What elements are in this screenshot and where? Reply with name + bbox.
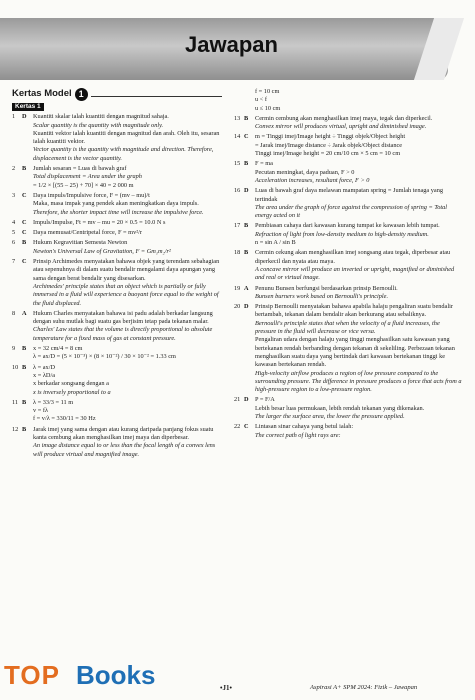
- answer-letter: B: [22, 363, 27, 371]
- question-number: 2: [12, 165, 16, 173]
- explanation-line: Lebih besar luas permukaan, lebih rendah tekanan yang dikenakan.: [255, 404, 425, 412]
- answer-letter: C: [22, 258, 27, 266]
- explanation-line: Kuantiti skalar ialah kuantiti dengan magnitud sahaja.: [33, 113, 169, 121]
- answer-letter: D: [244, 187, 249, 195]
- answer-item: [234, 303, 462, 394]
- question-number: 15: [234, 160, 241, 168]
- answer-explanation: [33, 229, 222, 237]
- english-explanation-line: Convex mirror will produces virtual, upright and diminished image.: [255, 123, 427, 131]
- answer-explanation: [255, 222, 462, 247]
- answer-item: [234, 160, 462, 185]
- explanation-line: Daya memusat/Centripetal force, F = mv²/r: [33, 229, 142, 237]
- question-number: 13: [234, 114, 241, 122]
- continued-working: [234, 88, 462, 113]
- answer-list-left: [12, 113, 222, 459]
- explanation-line: Pengaliran udara dengan halaju yang tinggi menghasilkan satu kawasan yang bertekanan rendah berbanding dengan tekanan di sekeliling. Perbezaan tekanan menghasilkan suatu daya yang bertindak dari kawasan bertekanan tinggi ke kawasan bertekanan rendah.: [255, 336, 455, 369]
- answer-explanation: [255, 187, 462, 220]
- logo-top-text: TOP: [4, 660, 60, 690]
- question-number: 9: [12, 345, 16, 353]
- answer-list-right: [234, 115, 462, 440]
- answer-explanation: [255, 423, 462, 440]
- explanation-line: P = F/A: [255, 396, 275, 404]
- english-explanation-line: Bunsen burners work based on Bernoulli's principle.: [255, 292, 389, 300]
- explanation-line: F = ma: [255, 160, 273, 168]
- answer-explanation: [255, 115, 462, 132]
- english-explanation-line: Acceleration increases, resultant force, F > 0: [255, 176, 370, 184]
- answer-explanation: [33, 345, 222, 362]
- explanation-line: Hukum Kegravitian Semesta Newton: [33, 239, 128, 247]
- explanation-line: λ = ax/D = (5 × 10⁻³) × (8 × 10⁻²) / 30 × 10⁻² = 1.33 cm: [33, 353, 176, 361]
- explanation-line: λ = ax/D: [33, 363, 55, 371]
- answer-explanation: [33, 192, 222, 217]
- english-explanation-line: Scalar quantity is the quantity with magnitude only.: [33, 121, 164, 129]
- explanation-line: Maka, masa impak yang pendek akan meningkatkan daya impuls.: [33, 200, 199, 208]
- answer-explanation: [255, 396, 462, 421]
- explanation-line: Tinggi imej/Image height = 20 cm/10 cm × 5 cm = 10 cm: [255, 150, 401, 158]
- answer-explanation: [33, 113, 222, 163]
- section-title: Kertas Model: [12, 88, 72, 100]
- answer-item: [12, 426, 222, 459]
- logo-books-text: Books: [76, 660, 156, 690]
- answer-letter: B: [22, 425, 27, 433]
- question-number: 22: [234, 423, 241, 431]
- paper-badge: Kertas 1: [12, 103, 44, 111]
- english-explanation-line: Refraction of light from low-density medium to high-density medium.: [255, 230, 429, 238]
- answer-item: [234, 249, 462, 282]
- answer-explanation: [33, 165, 222, 190]
- answer-letter: C: [244, 423, 249, 431]
- answer-explanation: [255, 133, 462, 158]
- answer-explanation: [255, 285, 462, 302]
- answer-item: [12, 113, 222, 163]
- working-line: u ≤ 10 cm: [255, 104, 281, 112]
- question-number: 18: [234, 249, 241, 257]
- question-number: 7: [12, 258, 16, 266]
- explanation-line: Hukum Charles menyatakan bahawa isi padu adalah berkadar langsung dengan suhu mutlak bagi suatu gas berjisim tetap pada tekanan malar.: [33, 309, 213, 326]
- question-number: 16: [234, 187, 241, 195]
- topbooks-logo: [4, 652, 180, 698]
- page-title: Jawapan: [185, 32, 278, 57]
- explanation-line: Cermin cembung akan menghasilkan imej maya, tegak dan diperkecil.: [255, 114, 433, 122]
- question-number: 21: [234, 396, 241, 404]
- answer-item: [12, 239, 222, 256]
- english-explanation-line: Therefore, the shorter impact time will increase the impulsive force.: [33, 208, 204, 216]
- answer-letter: C: [22, 229, 27, 237]
- answer-explanation: [33, 310, 222, 343]
- explanation-line: m = Tinggi imej/Image height ÷ Tinggi objek/Object height: [255, 133, 406, 141]
- section-heading: [12, 88, 222, 101]
- explanation-line: x = λD/a: [33, 371, 55, 379]
- answer-item: [234, 396, 462, 421]
- answer-letter: C: [22, 218, 27, 226]
- explanation-line: Pembiasan cahaya dari kawasan kurang tumpat ke kawasan lebih tumpat.: [255, 222, 440, 230]
- answer-letter: D: [22, 113, 27, 121]
- answer-letter: A: [244, 284, 249, 292]
- answer-item: [12, 345, 222, 362]
- question-number: 20: [234, 303, 241, 311]
- answer-explanation: [33, 258, 222, 308]
- explanation-line: v = fλ: [33, 407, 48, 415]
- answer-letter: B: [244, 114, 249, 122]
- explanation-line: f = v/λ = 330/11 = 30 Hz: [33, 415, 96, 423]
- answer-item: [12, 310, 222, 343]
- explanation-line: Prinsip Bernoulli menyatakan bahawa apabila halaju pengaliran suatu bendalir bertambah, tekanan dalam bendalir akan berkurang atau sebaliknya.: [255, 303, 453, 319]
- answer-explanation: [255, 249, 462, 282]
- english-explanation-line: A concave mirror will produce an inverted or upright, magnified or diminished and real or virtual image.: [255, 265, 455, 282]
- explanation-line: Lintasan sinar cahaya yang betul ialah:: [255, 423, 354, 431]
- banner-accent: [414, 18, 464, 80]
- answer-item: [234, 115, 462, 132]
- answer-item: [234, 222, 462, 247]
- english-explanation-line: Total displacement = Area under the graph: [33, 173, 142, 181]
- question-number: 11: [12, 398, 19, 406]
- answer-letter: B: [22, 345, 27, 353]
- working-line: u < f: [255, 96, 267, 104]
- answer-explanation: [33, 399, 222, 424]
- explanation-line: x berkadar songsang dengan a: [33, 380, 109, 388]
- question-number: 8: [12, 309, 16, 317]
- answer-item: [12, 219, 222, 227]
- answer-explanation: [33, 426, 222, 459]
- english-explanation-line: High-velocity airflow produces a region of low pressure compared to the surrounding pressure. The difference in pressure produces a force that acts from a high-pressure region to a low-pressure region.: [255, 369, 462, 394]
- english-explanation-line: The correct path of light rays are:: [255, 431, 341, 439]
- english-explanation-line: x is inversely proportional to a: [33, 388, 111, 396]
- answer-item: [12, 364, 222, 397]
- explanation-line: Jarak imej yang sama dengan atau kurang daripada panjang fokus suatu kanta cembung akan menghasilkan imej maya dan diperbesar.: [33, 425, 214, 441]
- answer-item: [12, 165, 222, 190]
- question-number: 12: [12, 425, 19, 433]
- answer-item: [12, 229, 222, 237]
- right-column: [234, 88, 462, 442]
- question-number: 3: [12, 191, 16, 199]
- explanation-line: Luas di bawah graf daya melawan mampatan spring = Jumlah tenaga yang tertindak: [255, 187, 444, 203]
- question-number: 4: [12, 218, 16, 226]
- answer-letter: B: [22, 398, 27, 406]
- answer-letter: D: [244, 303, 249, 311]
- explanation-line: Pecutan meningkat, daya paduan, F > 0: [255, 168, 355, 176]
- answer-letter: D: [244, 396, 249, 404]
- section-rule: [91, 96, 222, 97]
- answer-explanation: [255, 303, 462, 394]
- explanation-line: Impuls/Impulse, Ft = mv – mu = 20 × 0.5 = 10.0 N s: [33, 218, 166, 226]
- working-line: f = 10 cm: [255, 88, 280, 95]
- english-explanation-line: An image distance equal to or less than the focal length of a convex lens will produce virtual and magnified image.: [33, 442, 216, 458]
- answer-letter: B: [244, 160, 249, 168]
- answer-explanation: [33, 239, 222, 256]
- explanation-line: n = sin A / sin B: [255, 239, 296, 247]
- english-explanation-line: Bernoulli's principle states that when the velocity of a fluid increases, the pressure in the fluid will decrease or vice versa.: [255, 319, 440, 336]
- answer-letter: C: [22, 191, 27, 199]
- book-title: Aspirasi A+ SPM 2024: Fizik – Jawapan: [310, 684, 418, 691]
- question-number: 17: [234, 222, 241, 230]
- question-number: 6: [12, 239, 16, 247]
- explanation-line: Kuantiti vektor ialah kuantiti dengan magnitud dan arah. Oleh itu, sesaran ialah kuantiti vektor.: [33, 129, 220, 146]
- explanation-line: Jumlah sesaran = Luas di bawah graf: [33, 165, 127, 173]
- answer-letter: B: [22, 239, 27, 247]
- explanation-line: Daya impuls/Impulsive force, F = (mv – mu)/t: [33, 191, 150, 199]
- explanation-line: Cermin cekung akan menghasilkan imej songsang atau tegak, diperbesar atau diperkecil dan nyata atau maya.: [255, 249, 451, 265]
- explanation-line: Penunu Bunsen berfungsi berdasarkan prinsip Bernoulli.: [255, 284, 398, 292]
- english-explanation-line: The area under the graph of force against the compression of spring = Total energy acted on it: [255, 203, 448, 220]
- explanation-line: λ = 33/3 = 11 m: [33, 398, 74, 406]
- left-column: [12, 88, 222, 461]
- english-explanation-line: Archimedes' principle states that an object which is partially or fully immersed in a fluid will experience a buoyant force equal to the weight of the fluid displaced.: [33, 282, 219, 307]
- answer-item: [234, 133, 462, 158]
- question-number: 10: [12, 363, 19, 371]
- answer-letter: C: [244, 133, 249, 141]
- explanation-line: x = 32 cm/4 = 8 cm: [33, 345, 83, 353]
- answer-item: [12, 258, 222, 308]
- explanation-line: = Jarak imej/Image distance ÷ Jarak objek/Object distance: [255, 141, 403, 149]
- section-number: 1: [75, 88, 88, 101]
- english-explanation-line: Charles' Law states that the volume is directly proportional to absolute temperature for a fixed mass of gas at constant pressure.: [33, 326, 213, 342]
- explanation-line: Prinsip Archimedes menyatakan bahawa objek yang terendam sebahagian atau sepenuhnya di dalam suatu bendalir mengalami daya apungan yang sama dengan berat bendalir yang disesarkan.: [33, 258, 220, 282]
- answer-explanation: [255, 160, 462, 185]
- answer-item: [234, 187, 462, 220]
- answer-letter: B: [244, 222, 249, 230]
- answer-explanation: [33, 219, 222, 227]
- answer-letter: B: [22, 165, 27, 173]
- answer-explanation: [33, 364, 222, 397]
- answer-letter: A: [22, 309, 27, 317]
- answer-letter: B: [244, 249, 249, 257]
- page-number: •J1•: [220, 684, 232, 692]
- answer-item: [12, 192, 222, 217]
- english-explanation-line: Newton's Universal Law of Gravitation, F = Gm₁m₂/r²: [33, 247, 171, 255]
- answer-item: [12, 399, 222, 424]
- question-number: 5: [12, 229, 16, 237]
- english-explanation-line: Vector quantity is the quantity with magnitude and direction. Therefore, displacement is the vector quantity.: [33, 146, 214, 162]
- question-number: 14: [234, 133, 241, 141]
- answer-item: [234, 285, 462, 302]
- english-explanation-line: The larger the surface area, the lower the pressure applied.: [255, 412, 405, 420]
- question-number: 19: [234, 284, 241, 292]
- question-number: 1: [12, 113, 16, 121]
- answer-item: [234, 423, 462, 440]
- explanation-line: = 1/2 × [(55 – 25) + 70] × 40 = 2 000 m: [33, 181, 134, 189]
